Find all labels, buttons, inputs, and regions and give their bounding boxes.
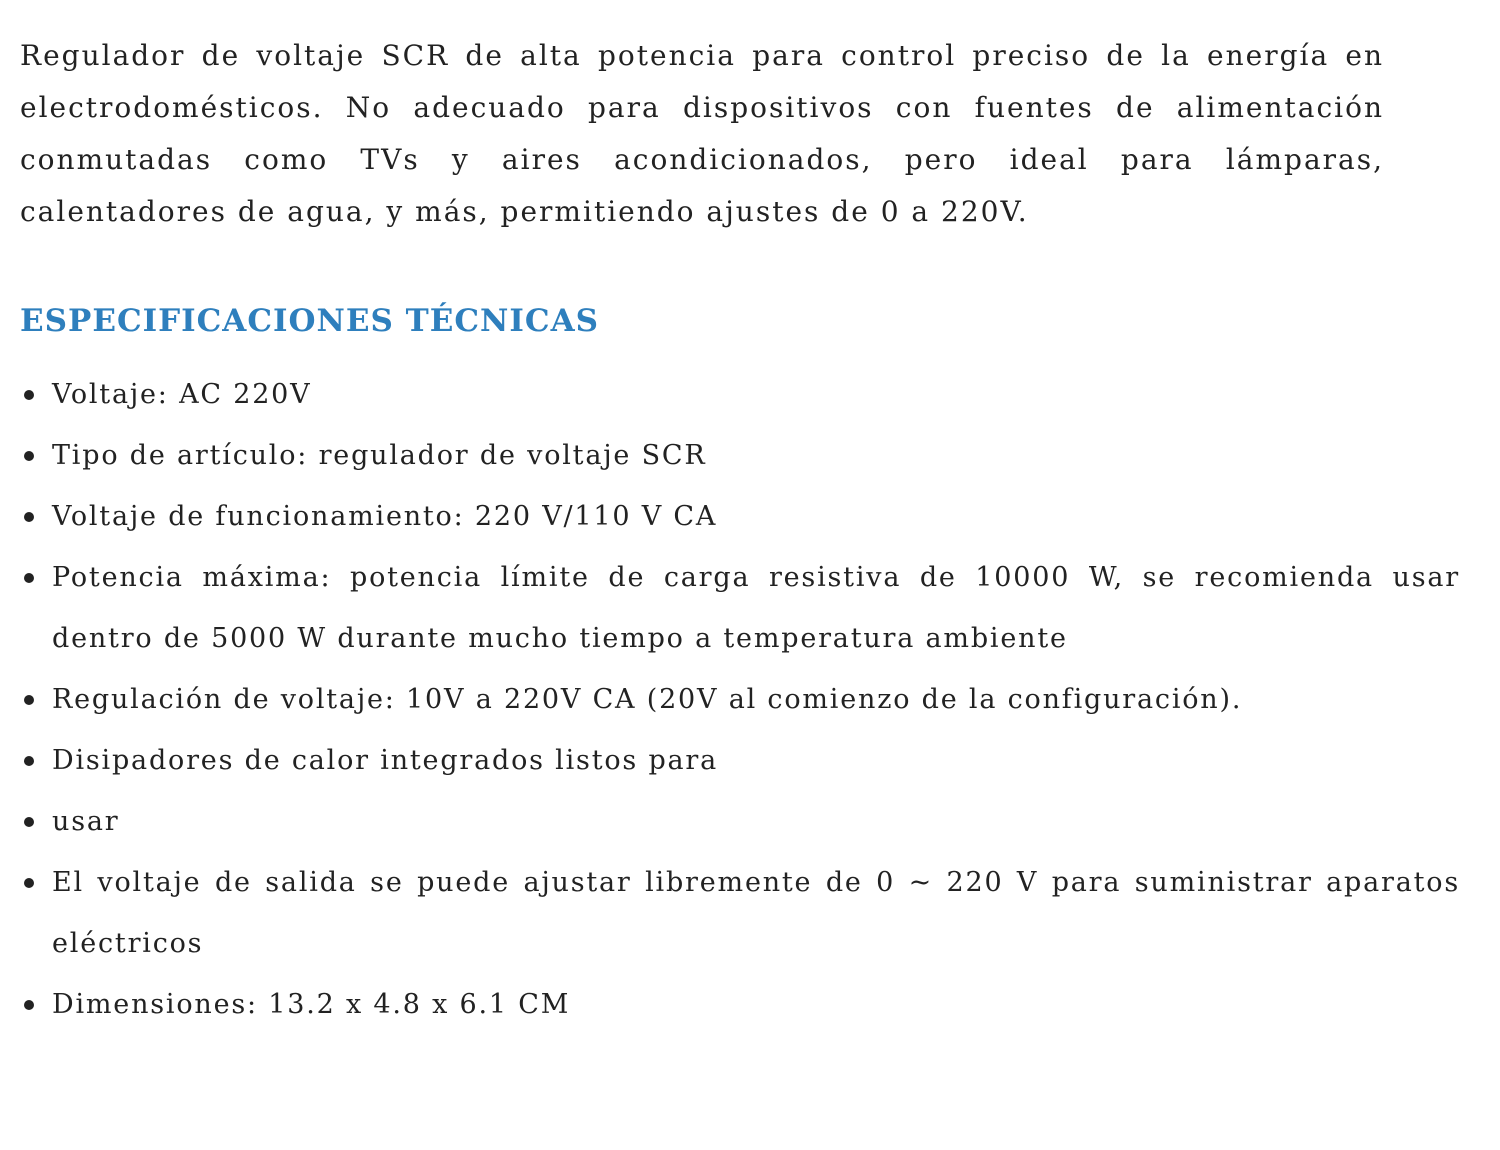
intro-paragraph: Regulador de voltaje SCR de alta potencia para control preciso de la energía en electrodomésticos. No adecuado para dispositivos con fuentes de alimentación conmutadas como TVs y aires acondicionados, pero ideal para lámparas, calentadores de agua, y más, permitiendo ajustes de 0 a 220V. <box>20 39 1384 228</box>
list-item <box>20 669 1460 730</box>
bullet-icon <box>24 390 34 400</box>
bullet-icon <box>24 1000 34 1010</box>
spec-text: Tipo de artículo: regulador de voltaje SCR <box>52 440 707 471</box>
list-item <box>20 974 1460 1035</box>
bullet-icon <box>24 573 34 583</box>
list-item <box>20 486 1460 547</box>
list-item <box>20 791 1460 852</box>
spec-text: Disipadores de calor integrados listos para <box>52 745 719 776</box>
bullet-icon <box>24 695 34 705</box>
bullet-icon <box>24 878 34 888</box>
list-item <box>20 364 1460 425</box>
list-item <box>20 547 1460 669</box>
bullet-icon <box>24 512 34 522</box>
product-description <box>20 30 1460 1035</box>
spec-list <box>20 364 1460 1035</box>
bullet-icon <box>24 451 34 461</box>
spec-text: Voltaje: AC 220V <box>52 379 312 410</box>
bullet-icon <box>24 817 34 827</box>
list-item <box>20 730 1460 791</box>
spec-text: Dimensiones: 13.2 x 4.8 x 6.1 CM <box>52 989 571 1020</box>
bullet-icon <box>24 756 34 766</box>
spec-text: Regulación de voltaje: 10V a 220V CA (20V al comienzo de la configuración). <box>52 684 1243 715</box>
list-item <box>20 425 1460 486</box>
section-title: ESPECIFICACIONES TÉCNICAS <box>20 303 600 339</box>
spec-text: El voltaje de salida se puede ajustar libremente de 0 ~ 220 V para suministrar aparatos eléctricos <box>52 867 1460 959</box>
spec-text: Potencia máxima: potencia límite de carga resistiva de 10000 W, se recomienda usar dentro de 5000 W durante mucho tiempo a temperatura ambiente <box>52 562 1460 654</box>
list-item <box>20 852 1460 974</box>
spec-text: Voltaje de funcionamiento: 220 V/110 V CA <box>52 501 718 532</box>
spec-text: usar <box>52 806 120 837</box>
